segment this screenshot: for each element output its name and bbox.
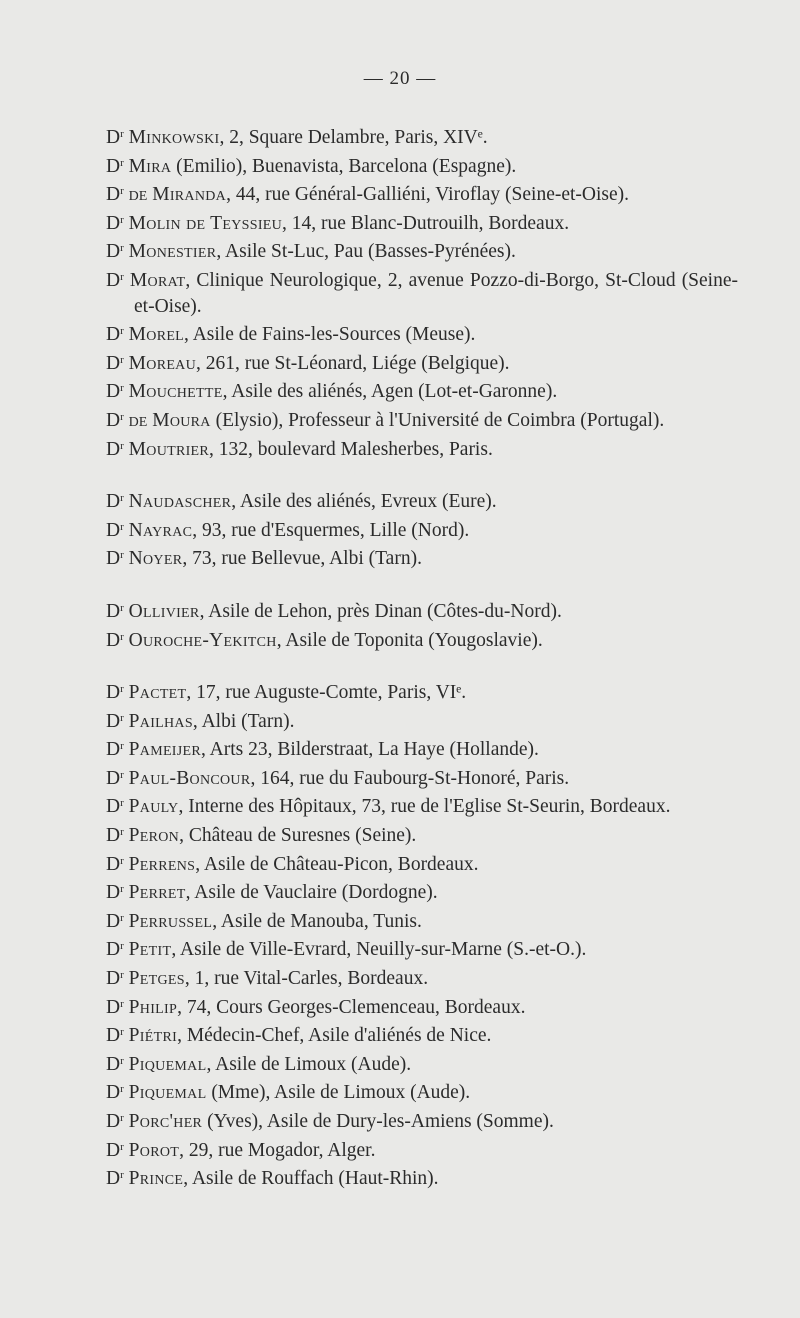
title-prefix: $D^r$ bbox=[106, 127, 124, 148]
person-name: Minkowski bbox=[128, 127, 220, 148]
person-name: Perret bbox=[128, 882, 186, 904]
directory-entry bbox=[106, 543, 738, 572]
directory-entry bbox=[106, 849, 738, 878]
title-prefix: $D^r$ bbox=[106, 352, 124, 374]
entry-group bbox=[106, 122, 738, 462]
address-text: , Asile St-Luc, Pau (Basses-Pyrénées). bbox=[216, 241, 516, 263]
address-text: , Château de Suresnes (Seine). bbox=[179, 825, 417, 847]
title-prefix: $D^r$ bbox=[106, 1139, 124, 1161]
directory-entry bbox=[106, 963, 738, 992]
address-text: , 74, Cours Georges-Clemenceau, Bordeaux. bbox=[177, 996, 526, 1018]
person-name: Porc'her bbox=[128, 1111, 203, 1132]
person-name: Pailhas bbox=[128, 710, 193, 732]
title-prefix: $D^r$ bbox=[106, 212, 124, 234]
directory-entry bbox=[106, 515, 738, 544]
directory-entry bbox=[106, 596, 738, 625]
title-prefix: $D^r$ bbox=[106, 548, 124, 570]
address-text: , Asile de Vauclaire (Dordogne). bbox=[185, 882, 438, 904]
directory-entry bbox=[106, 208, 738, 237]
title-prefix: $D^r$ bbox=[106, 739, 124, 761]
address-text: , Asile des aliénés, Evreux (Eure). bbox=[231, 491, 497, 513]
person-name: Moutrier bbox=[128, 438, 210, 460]
directory-entry bbox=[106, 677, 738, 706]
address-text: , 17, rue Auguste-Comte, Paris, VIᵉ. bbox=[186, 682, 467, 704]
person-name: Mira bbox=[128, 155, 172, 177]
entry-group bbox=[106, 486, 738, 572]
address-text: , Albi (Tarn). bbox=[192, 710, 295, 732]
title-prefix: $D^r$ bbox=[106, 629, 124, 651]
person-name: Miranda bbox=[152, 184, 227, 206]
directory-entry bbox=[106, 934, 738, 963]
title-prefix: $D^r$ bbox=[106, 381, 124, 403]
directory-entry bbox=[106, 906, 738, 935]
title-prefix: $D^r$ bbox=[106, 409, 124, 431]
title-prefix: $D^r$ bbox=[106, 939, 124, 961]
address-text: (Emilio), Buenavista, Barcelona (Espagne). bbox=[171, 155, 517, 177]
directory-entry bbox=[106, 179, 738, 208]
person-name: Mouchette bbox=[128, 381, 223, 403]
address-text: , Arts 23, Bilderstraat, La Haye (Hollande). bbox=[201, 739, 539, 761]
person-name: Piétri bbox=[128, 1025, 178, 1047]
person-name: Ouroche-Yekitch bbox=[128, 629, 277, 651]
directory-entry bbox=[106, 1049, 738, 1078]
directory-entry bbox=[106, 1077, 738, 1106]
address-text: , Asile de Château-Picon, Bordeaux. bbox=[195, 853, 479, 875]
directory-entry bbox=[106, 992, 738, 1021]
address-text: , 261, rue St-Léonard, Liége (Belgique). bbox=[196, 352, 510, 374]
person-name: Pauly bbox=[128, 796, 179, 818]
person-name: Monestier bbox=[128, 241, 217, 263]
title-prefix: $D^r$ bbox=[106, 910, 124, 932]
person-name: Noyer bbox=[128, 548, 183, 570]
person-name: Philip bbox=[128, 996, 178, 1018]
person-name: Ollivier bbox=[128, 600, 200, 622]
address-text: , 44, rue Général-Galliéni, Viroflay (Seine-et-Oise). bbox=[226, 184, 630, 206]
person-name: Morel bbox=[128, 324, 185, 346]
directory-entry bbox=[106, 763, 738, 792]
address-text: , 73, rue Bellevue, Albi (Tarn). bbox=[182, 548, 422, 570]
address-text: , 29, rue Mogador, Alger. bbox=[179, 1139, 376, 1161]
title-prefix: $D^r$ bbox=[106, 796, 124, 818]
title-prefix: $D^r$ bbox=[106, 968, 124, 990]
person-name: Peron bbox=[128, 825, 180, 847]
person-name: Moreau bbox=[128, 352, 196, 374]
person-name: Pactet bbox=[128, 682, 187, 704]
directory-list bbox=[106, 122, 738, 1216]
person-name: Piquemal bbox=[128, 1053, 207, 1075]
person-name: Morat bbox=[129, 269, 186, 291]
title-prefix: $D^r$ bbox=[106, 1053, 124, 1075]
person-name: Petit bbox=[128, 939, 172, 961]
address-text: , Asile de Manouba, Tunis. bbox=[212, 910, 422, 932]
address-text: , 14, rue Blanc-Dutrouilh, Bordeaux. bbox=[282, 212, 570, 234]
address-text: (Elysio), Professeur à l'Université de Coimbra (Portugal). bbox=[210, 409, 665, 431]
person-name: Paul-Boncour bbox=[128, 767, 251, 789]
directory-entry bbox=[106, 706, 738, 735]
title-prefix: $D^r$ bbox=[106, 1111, 124, 1132]
title-prefix: $D^r$ bbox=[106, 241, 124, 263]
directory-entry bbox=[106, 405, 738, 434]
directory-entry bbox=[106, 486, 738, 515]
directory-entry bbox=[106, 625, 738, 654]
directory-entry bbox=[106, 265, 738, 319]
directory-entry bbox=[106, 1106, 738, 1135]
title-prefix: $D^r$ bbox=[106, 491, 124, 513]
address-text: , Asile de Toponita (Yougoslavie). bbox=[276, 629, 543, 651]
directory-entry bbox=[106, 376, 738, 405]
title-prefix: $D^r$ bbox=[106, 767, 124, 789]
title-prefix: $D^r$ bbox=[106, 519, 124, 541]
title-prefix: $D^r$ bbox=[106, 882, 124, 904]
address-text: , Asile des aliénés, Agen (Lot-et-Garonne). bbox=[222, 381, 558, 403]
directory-entry bbox=[106, 319, 738, 348]
title-prefix: $D^r$ bbox=[106, 1025, 124, 1047]
person-name: Petges bbox=[128, 968, 185, 990]
title-prefix: $D^r$ bbox=[106, 1168, 124, 1190]
entry-group bbox=[106, 677, 738, 1192]
address-text: , 164, rue du Faubourg-St-Honoré, Paris. bbox=[250, 767, 570, 789]
person-name: Perrussel bbox=[128, 910, 213, 932]
directory-entry bbox=[106, 236, 738, 265]
person-name: Piquemal bbox=[128, 1082, 207, 1104]
title-prefix: $D^r$ bbox=[106, 1082, 124, 1104]
title-prefix: $D^r$ bbox=[106, 710, 124, 732]
person-name: Porot bbox=[128, 1139, 180, 1161]
address-text: , Clinique Neurologique, 2, avenue Pozzo-di-Borgo, St-Cloud (Seine-et-Oise). bbox=[134, 269, 739, 317]
directory-entry bbox=[106, 820, 738, 849]
title-prefix: $D^r$ bbox=[106, 825, 124, 847]
directory-entry bbox=[106, 122, 738, 151]
address-text: , 1, rue Vital-Carles, Bordeaux. bbox=[184, 968, 429, 990]
address-text: (Mme), Asile de Limoux (Aude). bbox=[206, 1082, 471, 1104]
title-prefix: $D^r$ bbox=[106, 600, 124, 622]
name-particle: de bbox=[128, 184, 153, 206]
address-text: , 132, boulevard Malesherbes, Paris. bbox=[209, 438, 493, 460]
directory-entry bbox=[106, 434, 738, 463]
address-text: , Asile de Lehon, près Dinan (Côtes-du-Nord). bbox=[199, 600, 562, 622]
page-number: — 20 — bbox=[363, 68, 437, 89]
directory-entry bbox=[106, 734, 738, 763]
directory-entry bbox=[106, 791, 738, 820]
person-name: Nayrac bbox=[128, 519, 193, 541]
title-prefix: $D^r$ bbox=[106, 996, 124, 1018]
title-prefix: $D^r$ bbox=[106, 269, 124, 291]
directory-entry bbox=[106, 1020, 738, 1049]
title-prefix: $D^r$ bbox=[106, 155, 124, 177]
address-text: , 93, rue d'Esquermes, Lille (Nord). bbox=[192, 519, 470, 541]
directory-entry bbox=[106, 151, 738, 180]
person-name: Moura bbox=[152, 409, 211, 431]
person-name: Pameijer bbox=[128, 739, 201, 761]
address-text: (Yves), Asile de Dury-les-Amiens (Somme). bbox=[202, 1111, 554, 1132]
title-prefix: $D^r$ bbox=[106, 682, 124, 704]
person-name: Naudascher bbox=[128, 491, 232, 513]
directory-entry bbox=[106, 1135, 738, 1164]
address-text: , Asile de Fains-les-Sources (Meuse). bbox=[184, 324, 476, 346]
address-text: , Asile de Rouffach (Haut-Rhin). bbox=[183, 1168, 439, 1190]
title-prefix: $D^r$ bbox=[106, 853, 124, 875]
directory-entry bbox=[106, 1163, 738, 1192]
title-prefix: $D^r$ bbox=[106, 324, 124, 346]
person-name: Prince bbox=[128, 1168, 184, 1190]
entry-group bbox=[106, 596, 738, 653]
address-text: , Interne des Hôpitaux, 73, rue de l'Eglise St-Seurin, Bordeaux. bbox=[178, 796, 671, 818]
name-particle: de bbox=[128, 409, 153, 431]
title-prefix: $D^r$ bbox=[106, 184, 124, 206]
address-text: , Médecin-Chef, Asile d'aliénés de Nice. bbox=[177, 1025, 492, 1047]
address-text: , 2, Square Delambre, Paris, XIVᵉ. bbox=[219, 127, 488, 148]
address-text: , Asile de Ville-Evrard, Neuilly-sur-Marne (S.-et-O.). bbox=[171, 939, 587, 961]
directory-entry bbox=[106, 877, 738, 906]
person-name: Perrens bbox=[128, 853, 196, 875]
directory-entry bbox=[106, 348, 738, 377]
person-name: Molin de Teyssieu bbox=[128, 212, 283, 234]
address-text: , Asile de Limoux (Aude). bbox=[206, 1053, 412, 1075]
title-prefix: $D^r$ bbox=[106, 438, 124, 460]
